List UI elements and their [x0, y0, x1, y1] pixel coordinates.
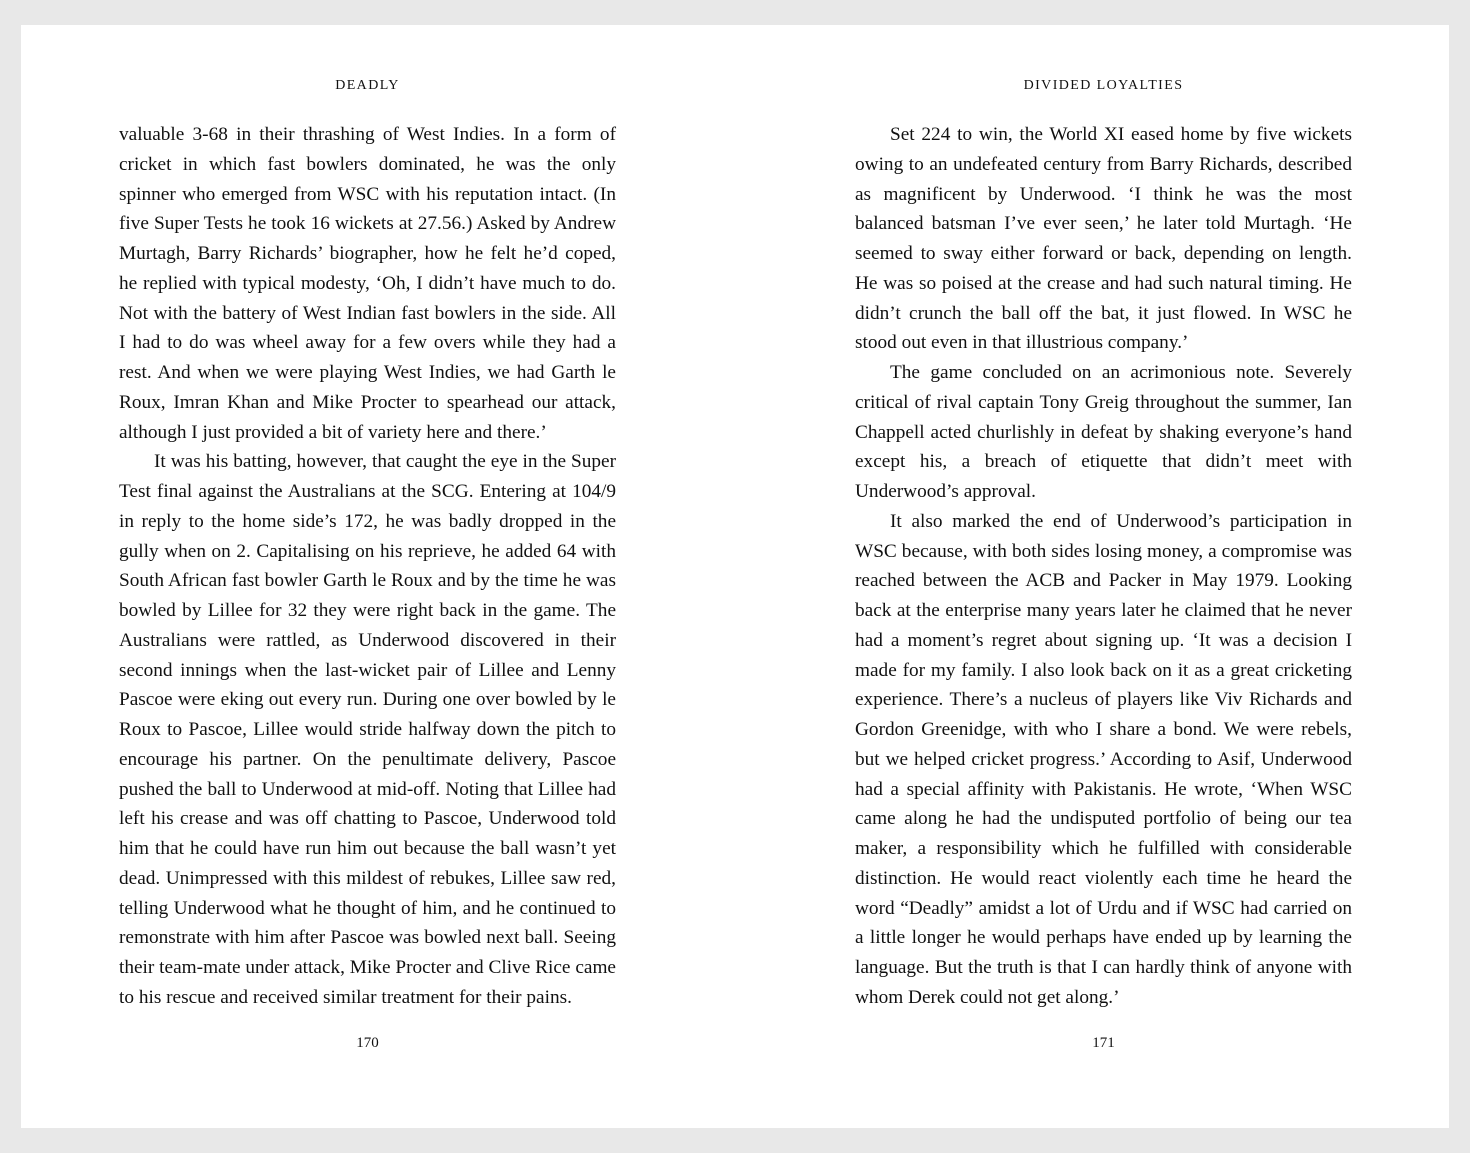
paragraph: The game concluded on an acrimonious note. Severely critical of rival captain Tony Greig throughout the summer, Ian Chappell acted churlishly in defeat by shaking everyone’s hand except his, a breach of etiquette that didn’t meet with Underwood’s approval.	[855, 362, 1352, 502]
left-page	[119, 25, 616, 1128]
page-number: 171	[1092, 1035, 1115, 1051]
body-text	[119, 120, 616, 1013]
paragraph: valuable 3-68 in their thrashing of West Indies. In a form of cricket in which fast bowlers dominated, he was the only spinner who emerged from WSC with his reputation intact. (In five Super Tests he took 16 wickets at 27.56.) Asked by Andrew Murtagh, Barry Richards’ biographer, how he felt he’d coped, he replied with typical modesty, ‘Oh, I didn’t have much to do. Not with the battery of West Indian fast bowlers in the side. All I had to do was wheel away for a few overs while they had a rest. And when we were playing West Indies, we had Garth le Roux, Imran Khan and Mike Procter to spearhead our attack, although I just provided a bit of variety here and there.’	[119, 124, 616, 443]
running-head: DEADLY	[335, 78, 400, 93]
right-page	[855, 25, 1352, 1128]
paragraph: It was his batting, however, that caught the eye in the Super Test final against the Australians at the SCG. Entering at 104/9 in reply to the home side’s 172, he was badly dropped in the gully when on 2. Capitalising on his reprieve, he added 64 with South African fast bowler Garth le Roux and by the time he was bowled by Lillee for 32 they were right back in the game. The Australians were rattled, as Underwood discovered in their second innings when the last-wicket pair of Lillee and Lenny Pascoe were eking out every run. During one over bowled by le Roux to Pascoe, Lillee would stride halfway down the pitch to encourage his partner. On the penultimate delivery, Pascoe pushed the ball to Underwood at mid-off. Noting that Lillee had left his crease and was off chatting to Pascoe, Underwood told him that he could have run him out because the ball wasn’t yet dead. Unimpressed with this mildest of rebukes, Lillee saw red, telling Underwood what he thought of him, and he continued to remonstrate with him after Pascoe was bowled next ball. Seeing their team-mate under attack, Mike Procter and Clive Rice came to his rescue and received similar treatment for their pains.	[119, 451, 616, 1008]
paragraph: It also marked the end of Underwood’s participation in WSC because, with both sides losing money, a compromise was reached between the ACB and Packer in May 1979. Looking back at the enterprise many years later he claimed that he never had a moment’s regret about signing up. ‘It was a decision I made for my family. I also look back on it as a great cricketing experience. There’s a nucleus of players like Viv Richards and Gordon Greenidge, with who I share a bond. We were rebels, but we helped cricket progress.’ According to Asif, Underwood had a special affinity with Pakistanis. He wrote, ‘When WSC came along he had the undisputed portfolio of being our tea maker, a responsibility which he fulfilled with considerable distinction. He would react violently each time he heard the word “Deadly” amidst a lot of Urdu and if WSC had carried on a little longer he would perhaps have ended up by learning the language. But the truth is that I can hardly think of anyone with whom Derek could not get along.’	[855, 510, 1352, 1008]
book-spread	[21, 25, 1449, 1128]
paragraph: Set 224 to win, the World XI eased home by five wickets owing to an undefeated century from Barry Richards, described as magnificent by Underwood. ‘I think he was the most balanced batsman I’ve ever seen,’ he later told Murtagh. ‘He seemed to sway either forward or back, depending on length. He was so poised at the crease and had such natural timing. He didn’t crunch the ball off the bat, it just flowed. In WSC he stood out even in that illustrious company.’	[855, 124, 1352, 354]
running-head: DIVIDED LOYALTIES	[1023, 78, 1184, 93]
body-text	[855, 120, 1352, 1013]
page-number: 170	[356, 1035, 379, 1051]
